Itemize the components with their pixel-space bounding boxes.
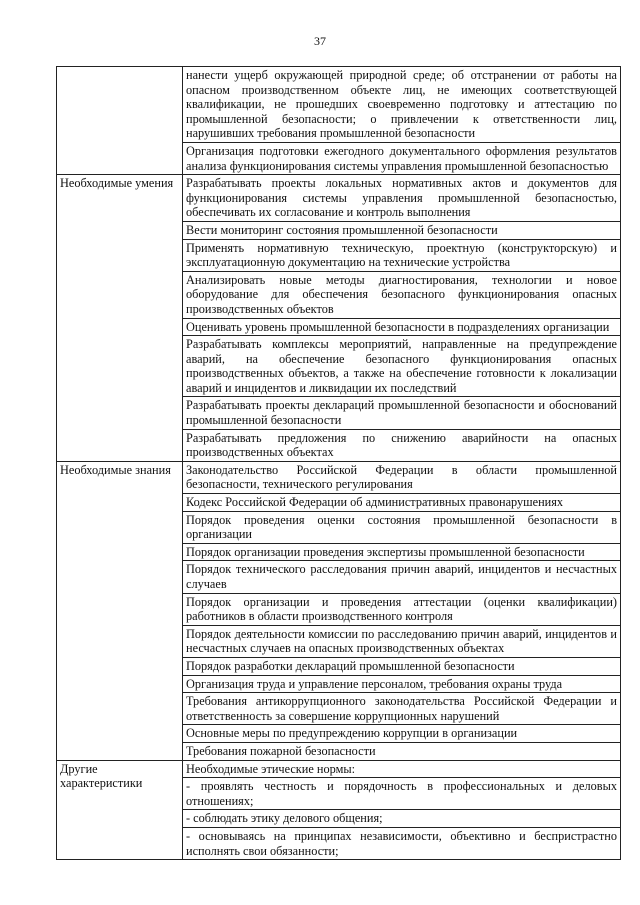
- section-label-cell: [57, 461, 183, 760]
- section-label-cell: [57, 175, 183, 462]
- table-cell: Порядок организации и проведения аттестации (оценки квалификации) работников в области производственного контроля: [183, 593, 621, 625]
- table-row: [57, 67, 621, 143]
- table-cell: Организация подготовки ежегодного документального оформления результатов анализа функционирования системы управления промышленной безопасностью: [183, 142, 621, 174]
- table-cell: - соблюдать этику делового общения;: [183, 810, 621, 828]
- section-label-knowledge: Необходимые знания: [60, 462, 171, 477]
- table-cell: Порядок деятельности комиссии по расследованию причин аварий, инцидентов и несчастных случаев на опасных производственных объектах: [183, 625, 621, 657]
- table-cell: Разрабатывать проекты локальных нормативных актов и документов для функционирования системы управления промышленной безопасностью, обеспечивать их согласование и контроль выполнения: [183, 175, 621, 222]
- table-row: [57, 461, 621, 493]
- table-cell: Разрабатывать проекты деклараций промышленной безопасности и обоснований промышленной безопасности: [183, 397, 621, 429]
- table-cell: Порядок проведения оценки состояния промышленной безопасности в организации: [183, 511, 621, 543]
- table-row: [57, 175, 621, 222]
- table-cell: Разрабатывать предложения по снижению аварийности на опасных производственных объектах: [183, 429, 621, 461]
- table-cell: Анализировать новые методы диагностирования, технологии и новое оборудование для обеспечения безопасного функционирования опасных производственных объектов: [183, 271, 621, 318]
- section-label-other: Другие характеристики: [60, 761, 143, 791]
- section-label-cell: [57, 760, 183, 860]
- table-cell: Требования пожарной безопасности: [183, 742, 621, 760]
- table-cell: Порядок разработки деклараций промышленной безопасности: [183, 657, 621, 675]
- table-cell: Законодательство Российской Федерации в области промышленной безопасности, технического регулирования: [183, 461, 621, 493]
- table-cell: нанести ущерб окружающей природной среде; об отстранении от работы на опасном производственном объекте лиц, не имеющих соответствующей квалификации, не прошедших своевременно подготовку и аттестацию по промышленной безопасности; о привлечении к ответственности лиц, нарушивших требования промышленной безопасности: [183, 67, 621, 143]
- table-cell: Необходимые этические нормы:: [183, 760, 621, 778]
- table-cell: - основываясь на принципах независимости, объективно и беспристрастно исполнять свои обязанности;: [183, 827, 621, 859]
- table-cell: Порядок технического расследования причин аварий, инцидентов и несчастных случаев: [183, 561, 621, 593]
- table-cell: Применять нормативную техническую, проектную (конструкторскую) и эксплуатационную документацию на технические устройства: [183, 239, 621, 271]
- table-cell: Требования антикоррупционного законодательства Российской Федерации и ответственность за совершение коррупционных нарушений: [183, 693, 621, 725]
- section-label-cell: [57, 67, 183, 175]
- table-cell: Основные меры по предупреждению коррупции в организации: [183, 725, 621, 743]
- table-cell: Кодекс Российской Федерации об административных правонарушениях: [183, 494, 621, 512]
- table-cell: Разрабатывать комплексы мероприятий, направленные на предупреждение аварий, на обеспечение безопасного функционирования опасных производственных объектов, а также на обеспечение готовности к локализации аварий и инцидентов и ликвидации их последствий: [183, 336, 621, 397]
- page-number: 37: [314, 34, 326, 48]
- table-cell: Вести мониторинг состояния промышленной безопасности: [183, 221, 621, 239]
- table-row: [57, 760, 621, 778]
- qualification-table: [56, 66, 621, 860]
- section-label-skills: Необходимые умения: [60, 176, 174, 191]
- table-cell: Порядок организации проведения экспертизы промышленной безопасности: [183, 543, 621, 561]
- table-cell: Организация труда и управление персоналом, требования охраны труда: [183, 675, 621, 693]
- table-cell: - проявлять честность и порядочность в профессиональных и деловых отношениях;: [183, 778, 621, 810]
- table-cell: Оценивать уровень промышленной безопасности в подразделениях организации: [183, 318, 621, 336]
